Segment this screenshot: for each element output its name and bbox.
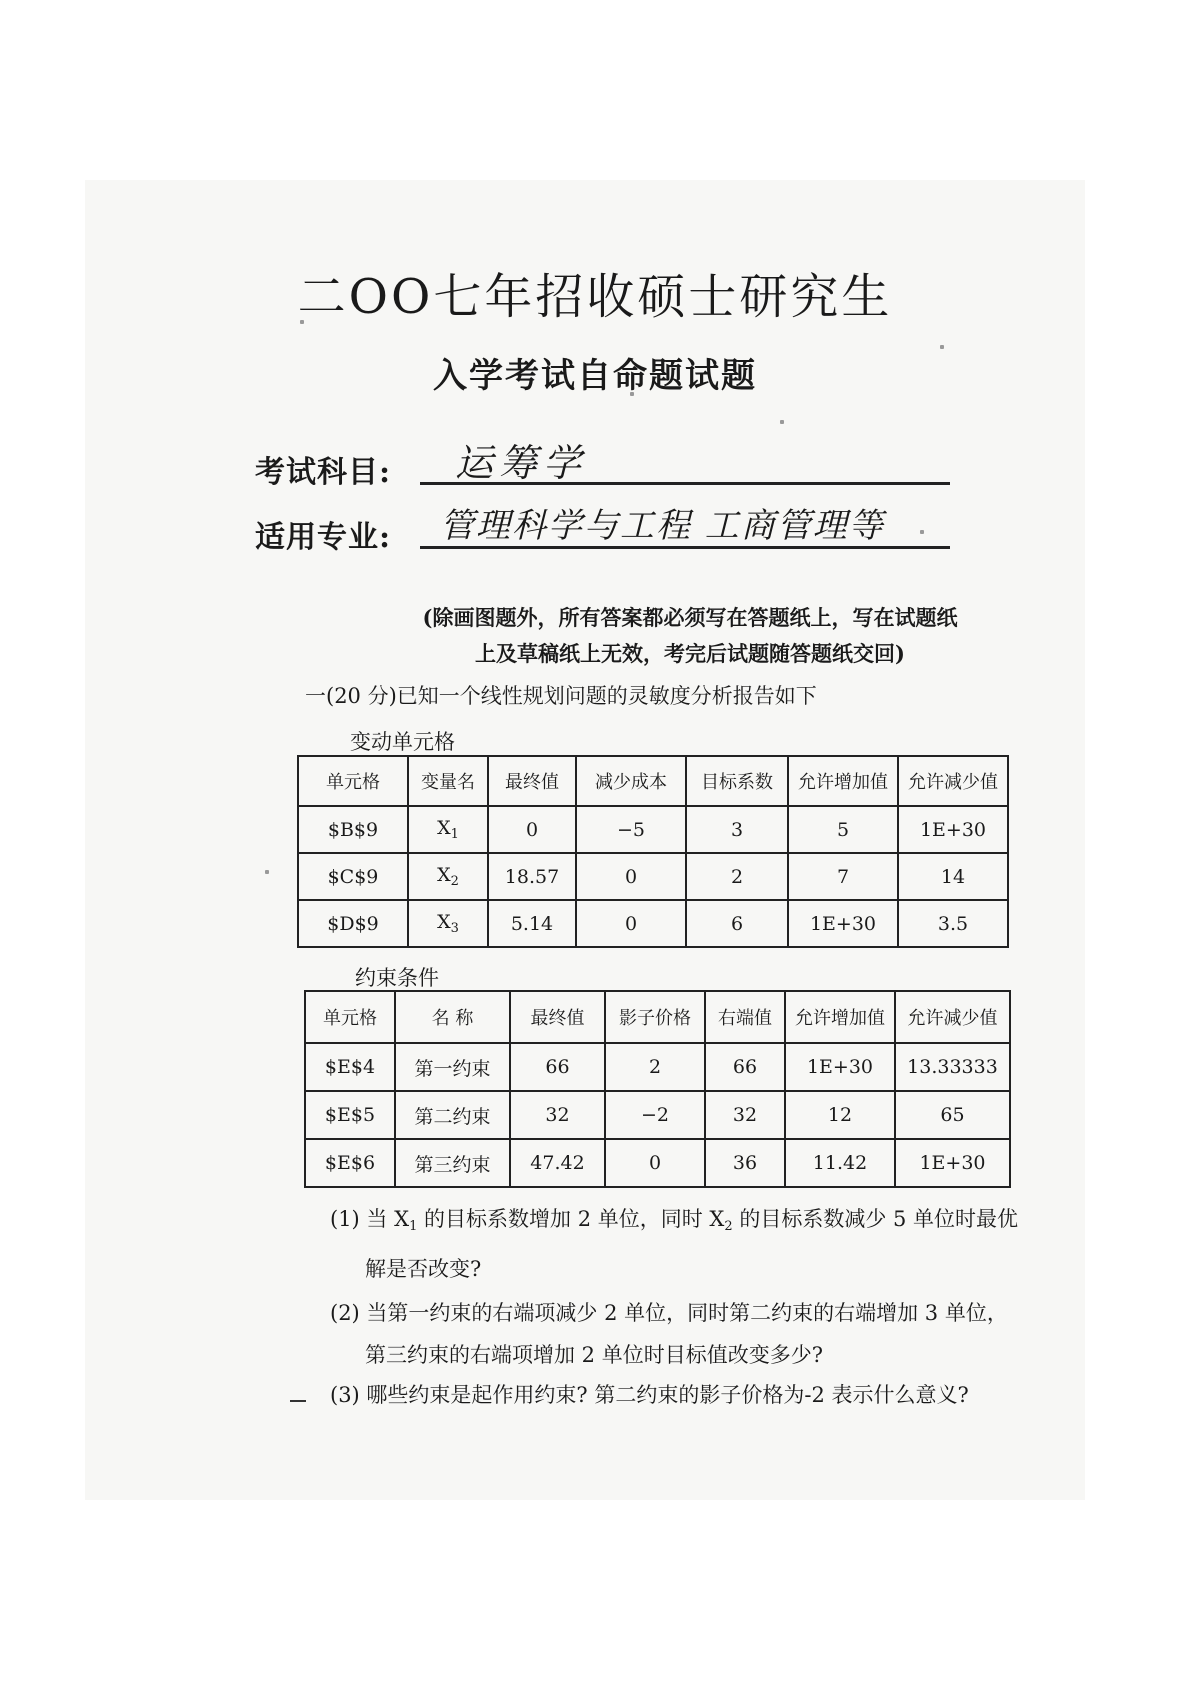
table-cell: 13.33333 (895, 1043, 1010, 1091)
header-cell: 单元格 (305, 991, 395, 1043)
major-value: 管理科学与工程 工商管理等 (440, 506, 885, 546)
q1-text-a: (1) 当 X (330, 1207, 410, 1231)
variables-header-row (298, 756, 1008, 806)
table-cell: 18.57 (488, 853, 576, 900)
variable-subscript: 3 (450, 921, 459, 936)
sub-question-2-line-2: 第三约束的右端项增加 2 单位时目标值改变多少? (365, 1343, 823, 1367)
exam-instructions (380, 600, 1000, 672)
header-cell: 减少成本 (576, 756, 686, 806)
variables-caption: 变动单元格 (350, 730, 455, 754)
table-cell: 32 (705, 1091, 785, 1139)
q1-subscript-1: 1 (409, 1219, 418, 1234)
table-cell: 66 (510, 1043, 605, 1091)
table-cell: 7 (788, 853, 898, 900)
header-cell: 影子价格 (605, 991, 705, 1043)
variable-name: X (437, 911, 451, 933)
table-cell: 第三约束 (395, 1139, 510, 1187)
table-cell: 2 (686, 853, 788, 900)
constraints-header-row (305, 991, 1010, 1043)
instructions-line-1: (除画图题外，所有答案都必须写在答题纸上，写在试题纸 (422, 605, 958, 630)
table-cell: 2 (605, 1043, 705, 1091)
table-cell: 0 (488, 806, 576, 853)
header-cell: 允许减少值 (898, 756, 1008, 806)
table-row (298, 853, 1008, 900)
table-cell: 0 (576, 853, 686, 900)
table-row (298, 900, 1008, 947)
table-cell: 47.42 (510, 1139, 605, 1187)
sub-question-1-line-1 (330, 1198, 1030, 1248)
table-cell: $E$5 (305, 1091, 395, 1139)
table-cell: 第一约束 (395, 1043, 510, 1091)
table-cell: −5 (576, 806, 686, 853)
table-cell: 14 (898, 853, 1008, 900)
header-cell: 单元格 (298, 756, 408, 806)
q1-subscript-2: 2 (724, 1219, 733, 1234)
table-cell: 1E+30 (785, 1043, 895, 1091)
header-cell: 变量名 (408, 756, 488, 806)
table-cell: 1E+30 (895, 1139, 1010, 1187)
scan-speck (265, 870, 269, 874)
table-cell: 0 (605, 1139, 705, 1187)
table-cell: $C$9 (298, 853, 408, 900)
table-cell: 5.14 (488, 900, 576, 947)
variable-subscript: 1 (450, 827, 459, 842)
header-cell: 名 称 (395, 991, 510, 1043)
table-row (305, 1043, 1010, 1091)
variable-subscript: 2 (450, 874, 459, 889)
table-cell (408, 853, 488, 900)
table-cell: 65 (895, 1091, 1010, 1139)
header-cell: 最终值 (488, 756, 576, 806)
header-cell: 允许减少值 (895, 991, 1010, 1043)
instructions-line-2: 上及草稿纸上无效，考完后试题随答题纸交回) (475, 641, 905, 666)
table-cell: 11.42 (785, 1139, 895, 1187)
table-cell: $B$9 (298, 806, 408, 853)
sub-question-3: (3) 哪些约束是起作用约束? 第二约束的影子价格为-2 表示什么意义? (330, 1383, 969, 1407)
variable-name: X (437, 864, 451, 886)
table-cell: 第二约束 (395, 1091, 510, 1139)
table-row (298, 806, 1008, 853)
table-cell: 12 (785, 1091, 895, 1139)
table-cell: $D$9 (298, 900, 408, 947)
table-cell: 3 (686, 806, 788, 853)
header-cell: 目标系数 (686, 756, 788, 806)
q1-text-b: 的目标系数增加 2 单位，同时 X (417, 1207, 725, 1231)
header-cell: 右端值 (705, 991, 785, 1043)
table-row (305, 1091, 1010, 1139)
header-cell: 最终值 (510, 991, 605, 1043)
sub-question-1-line-2: 解是否改变? (365, 1257, 482, 1281)
constraints-table (304, 990, 1011, 1188)
subject-value: 运筹学 (455, 441, 588, 485)
scan-speck (780, 420, 784, 424)
header-cell: 允许增加值 (785, 991, 895, 1043)
table-cell (408, 806, 488, 853)
table-cell: 66 (705, 1043, 785, 1091)
sub-question-2-line-1: (2) 当第一约束的右端项减少 2 单位，同时第二约束的右端增加 3 单位， (330, 1301, 1008, 1325)
exam-subtitle: 入学考试自命题试题 (433, 356, 757, 396)
table-cell: 32 (510, 1091, 605, 1139)
header-cell: 允许增加值 (788, 756, 898, 806)
sub-question-2 (330, 1292, 1030, 1376)
q1-text-c: 的目标系数减少 5 单位时最优 (732, 1207, 1019, 1231)
constraints-caption: 约束条件 (355, 966, 439, 990)
table-cell: 1E+30 (788, 900, 898, 947)
table-cell: 1E+30 (898, 806, 1008, 853)
table-cell: 36 (705, 1139, 785, 1187)
variable-name: X (437, 817, 451, 839)
question-1-heading: 一(20 分)已知一个线性规划问题的灵敏度分析报告如下 (305, 684, 817, 708)
major-label: 适用专业: (255, 520, 392, 555)
table-cell: 6 (686, 900, 788, 947)
scan-speck (920, 530, 924, 534)
table-row (305, 1139, 1010, 1187)
table-cell: 0 (576, 900, 686, 947)
table-cell: 5 (788, 806, 898, 853)
table-cell (408, 900, 488, 947)
exam-title: 二OO七年招收硕士研究生 (297, 269, 893, 325)
margin-mark (290, 1400, 306, 1402)
subject-label: 考试科目: (255, 455, 392, 490)
table-cell: $E$6 (305, 1139, 395, 1187)
variables-table (297, 755, 1009, 948)
sub-question-1 (330, 1198, 1030, 1290)
table-cell: $E$4 (305, 1043, 395, 1091)
table-cell: 3.5 (898, 900, 1008, 947)
table-cell: −2 (605, 1091, 705, 1139)
